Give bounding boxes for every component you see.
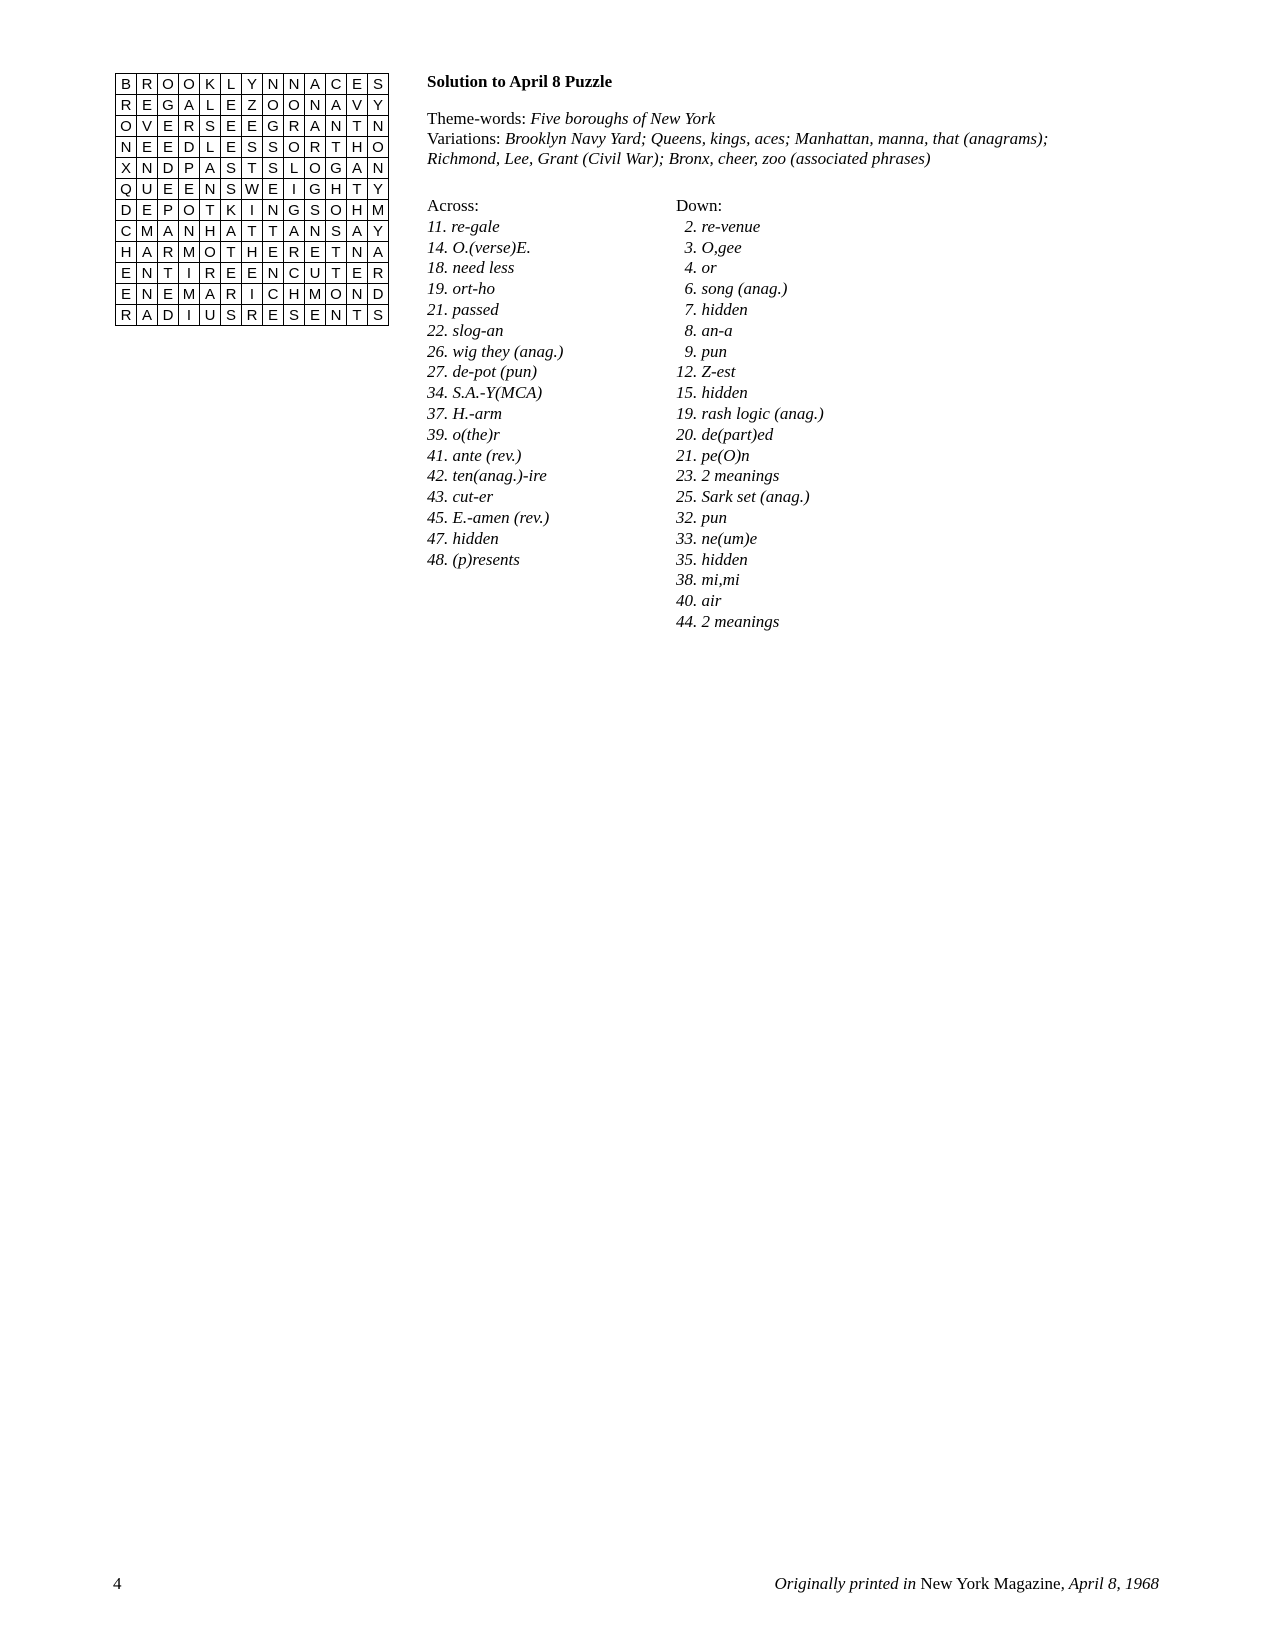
grid-cell: Q <box>116 179 137 200</box>
grid-cell: T <box>326 137 347 158</box>
grid-cell: N <box>263 200 284 221</box>
grid-cell: U <box>200 305 221 326</box>
grid-cell: L <box>200 95 221 116</box>
grid-cell: N <box>137 263 158 284</box>
grid-cell: R <box>116 95 137 116</box>
across-clue: 34. S.A.-Y(MCA) <box>427 383 543 403</box>
grid-cell: I <box>242 200 263 221</box>
down-clue: 8. an-a <box>676 320 733 340</box>
grid-cell: Y <box>242 74 263 95</box>
grid-cell: G <box>326 158 347 179</box>
grid-cell: S <box>368 305 389 326</box>
grid-cell: D <box>116 200 137 221</box>
grid-cell: E <box>116 284 137 305</box>
grid-cell: R <box>179 116 200 137</box>
grid-cell: T <box>326 263 347 284</box>
grid-cell: N <box>263 74 284 95</box>
grid-cell: M <box>137 221 158 242</box>
grid-cell: V <box>137 116 158 137</box>
grid-cell: I <box>242 284 263 305</box>
grid-cell: T <box>200 200 221 221</box>
grid-cell: N <box>116 137 137 158</box>
grid-cell: N <box>137 158 158 179</box>
grid-cell: R <box>200 263 221 284</box>
credit-line <box>774 1574 1159 1594</box>
grid-cell: E <box>347 74 368 95</box>
grid-cell: S <box>200 116 221 137</box>
down-clue: 23. 2 meanings <box>676 466 780 486</box>
across-clue: 41. ante (rev.) <box>427 445 522 465</box>
grid-cell: N <box>347 242 368 263</box>
grid-cell: N <box>326 116 347 137</box>
down-clue: 21. pe(O)n <box>676 445 750 465</box>
grid-cell: A <box>305 116 326 137</box>
grid-cell: O <box>116 116 137 137</box>
grid-cell: P <box>158 200 179 221</box>
grid-cell: H <box>347 137 368 158</box>
crossword-grid <box>115 73 389 326</box>
grid-cell: H <box>284 284 305 305</box>
grid-cell: W <box>242 179 263 200</box>
grid-cell: M <box>305 284 326 305</box>
grid-cell: E <box>116 263 137 284</box>
down-heading: Down: <box>676 196 723 215</box>
grid-cell: R <box>284 242 305 263</box>
grid-cell: T <box>347 116 368 137</box>
down-clue: 2. re-venue <box>676 216 761 236</box>
theme-value: Five boroughs of New York <box>530 109 716 128</box>
across-list <box>427 217 563 571</box>
grid-cell: E <box>347 263 368 284</box>
grid-cell: T <box>347 305 368 326</box>
down-clue: 4. or <box>676 258 717 278</box>
across-clue: 14. O.(verse)E. <box>427 237 531 257</box>
across-clue: 26. wig they (anag.) <box>427 341 564 361</box>
grid-cell: E <box>221 116 242 137</box>
grid-cell: B <box>116 74 137 95</box>
grid-cell: M <box>179 284 200 305</box>
across-clue: 18. need less <box>427 258 515 278</box>
grid-cell: T <box>326 242 347 263</box>
grid-cell: E <box>263 242 284 263</box>
grid-cell: O <box>368 137 389 158</box>
grid-cell: O <box>179 74 200 95</box>
across-clue: 11. re-gale <box>427 216 500 236</box>
grid-cell: V <box>347 95 368 116</box>
grid-cell: O <box>200 242 221 263</box>
grid-cell: E <box>263 305 284 326</box>
grid-cell: H <box>347 200 368 221</box>
grid-cell: R <box>137 74 158 95</box>
grid-cell: Z <box>242 95 263 116</box>
grid-cell: G <box>284 200 305 221</box>
grid-cell: E <box>242 263 263 284</box>
across-clue: 27. de-pot (pun) <box>427 362 538 382</box>
grid-cell: Y <box>368 95 389 116</box>
grid-cell: U <box>137 179 158 200</box>
grid-cell: E <box>221 95 242 116</box>
across-clue: 21. passed <box>427 299 499 319</box>
grid-cell: I <box>179 263 200 284</box>
page-title: Solution to April 8 Puzzle <box>427 72 613 91</box>
grid-cell: S <box>263 137 284 158</box>
down-clue: 44. 2 meanings <box>676 611 780 631</box>
grid-cell: E <box>242 116 263 137</box>
across-clue: 39. o(the)r <box>427 424 500 444</box>
grid-cell: S <box>305 200 326 221</box>
grid-cell: A <box>347 221 368 242</box>
grid-cell: O <box>305 158 326 179</box>
grid-cell: A <box>284 221 305 242</box>
grid-cell: T <box>158 263 179 284</box>
across-clue: 47. hidden <box>427 528 499 548</box>
across-clues <box>427 196 563 570</box>
grid-cell: N <box>200 179 221 200</box>
grid-cell: M <box>368 200 389 221</box>
grid-cell: R <box>116 305 137 326</box>
grid-cell: U <box>305 263 326 284</box>
down-clue: 33. ne(um)e <box>676 528 758 548</box>
grid-cell: N <box>326 305 347 326</box>
grid-cell: E <box>263 179 284 200</box>
across-clue: 48. (p)resents <box>427 549 520 569</box>
grid-cell: Y <box>368 179 389 200</box>
grid-cell: O <box>179 200 200 221</box>
grid-cell: R <box>221 284 242 305</box>
grid-cell: H <box>116 242 137 263</box>
grid-cell: E <box>221 137 242 158</box>
grid-cell: I <box>284 179 305 200</box>
grid-cell: S <box>326 221 347 242</box>
down-clues <box>676 196 824 633</box>
grid-cell: S <box>221 158 242 179</box>
grid-cell: A <box>137 305 158 326</box>
grid-cell: C <box>263 284 284 305</box>
grid-cell: C <box>326 74 347 95</box>
grid-cell: H <box>200 221 221 242</box>
grid-cell: N <box>263 263 284 284</box>
grid-cell: T <box>242 221 263 242</box>
variations-line-2 <box>427 149 930 169</box>
variations-line2: Richmond, Lee, Grant (Civil War); Bronx, cheer, zoo (associated phrases) <box>427 149 931 168</box>
grid-cell: L <box>200 137 221 158</box>
grid-cell: E <box>158 137 179 158</box>
grid-cell: R <box>242 305 263 326</box>
grid-cell: N <box>305 95 326 116</box>
grid-cell: G <box>158 95 179 116</box>
grid-cell: R <box>284 116 305 137</box>
down-clue: 12. Z-est <box>676 362 736 382</box>
grid-cell: E <box>137 95 158 116</box>
down-list <box>676 217 824 633</box>
grid-cell: S <box>242 137 263 158</box>
credit-date: , April 8, 1968 <box>1060 1574 1159 1593</box>
across-clue: 45. E.-amen (rev.) <box>427 507 550 527</box>
grid-cell: P <box>179 158 200 179</box>
variations-line1: Brooklyn Navy Yard; Queens, kings, aces; Manhattan, manna, that (anagrams); <box>504 129 1049 148</box>
grid-cell: A <box>368 242 389 263</box>
theme-label: Theme-words: <box>427 109 531 128</box>
down-clue: 9. pun <box>676 341 727 361</box>
grid-cell: K <box>200 74 221 95</box>
grid-cell: A <box>200 284 221 305</box>
grid-cell: S <box>284 305 305 326</box>
grid-cell: Y <box>368 221 389 242</box>
grid-cell: R <box>368 263 389 284</box>
grid-cell: D <box>158 158 179 179</box>
grid-cell: S <box>368 74 389 95</box>
grid-cell: E <box>179 179 200 200</box>
credit-source: New York Magazine <box>920 1574 1061 1593</box>
grid-cell: G <box>263 116 284 137</box>
grid-cell: S <box>221 305 242 326</box>
grid-cell: O <box>284 137 305 158</box>
grid-cell: N <box>368 116 389 137</box>
grid-cell: C <box>284 263 305 284</box>
grid-cell: N <box>179 221 200 242</box>
grid-cell: H <box>242 242 263 263</box>
down-clue: 3. O,gee <box>676 237 742 257</box>
grid-cell: A <box>200 158 221 179</box>
grid-cell: X <box>116 158 137 179</box>
grid-cell: R <box>305 137 326 158</box>
grid-cell: A <box>158 221 179 242</box>
theme-line <box>427 109 715 129</box>
across-clue: 42. ten(anag.)-ire <box>427 466 547 486</box>
grid-cell: N <box>284 74 305 95</box>
grid-cell: O <box>326 284 347 305</box>
grid-cell: T <box>347 179 368 200</box>
grid-cell: S <box>263 158 284 179</box>
grid-cell: D <box>179 137 200 158</box>
across-clue: 22. slog-an <box>427 320 504 340</box>
grid-cell: E <box>158 116 179 137</box>
grid-cell: C <box>116 221 137 242</box>
down-clue: 6. song (anag.) <box>676 279 788 299</box>
grid-cell: A <box>326 95 347 116</box>
grid-cell: A <box>347 158 368 179</box>
grid-cell: E <box>221 263 242 284</box>
grid-cell: H <box>326 179 347 200</box>
grid-cell: O <box>158 74 179 95</box>
grid-cell: T <box>263 221 284 242</box>
credit-prefix: Originally printed in <box>774 1574 921 1593</box>
page-number: 4 <box>113 1574 122 1593</box>
grid-cell: E <box>158 284 179 305</box>
grid-cell: E <box>305 305 326 326</box>
grid-cell: R <box>158 242 179 263</box>
grid-cell: L <box>284 158 305 179</box>
down-clue: 40. air <box>676 591 722 611</box>
down-clue: 32. pun <box>676 507 727 527</box>
down-clue: 7. hidden <box>676 299 748 319</box>
across-heading: Across: <box>427 196 479 215</box>
grid-cell: O <box>326 200 347 221</box>
grid-cell: E <box>305 242 326 263</box>
grid-cell: E <box>137 200 158 221</box>
down-clue: 35. hidden <box>676 549 748 569</box>
down-clue: 15. hidden <box>676 383 748 403</box>
down-clue: 25. Sark set (anag.) <box>676 487 810 507</box>
grid-cell: I <box>179 305 200 326</box>
grid-cell: A <box>305 74 326 95</box>
down-clue: 19. rash logic (anag.) <box>676 403 824 423</box>
grid-cell: L <box>221 74 242 95</box>
grid-cell: T <box>221 242 242 263</box>
grid-cell: D <box>158 305 179 326</box>
across-clue: 37. H.-arm <box>427 403 503 423</box>
down-clue: 38. mi,mi <box>676 570 740 590</box>
grid-cell: N <box>305 221 326 242</box>
grid-cell: D <box>368 284 389 305</box>
down-clue: 20. de(part)ed <box>676 424 774 444</box>
across-clue: 19. ort-ho <box>427 279 495 299</box>
variations-line <box>427 129 1048 149</box>
variations-label: Variations: <box>427 129 505 148</box>
grid-cell: N <box>347 284 368 305</box>
grid-cell: T <box>242 158 263 179</box>
grid-cell: O <box>263 95 284 116</box>
grid-cell: A <box>221 221 242 242</box>
grid-cell: A <box>179 95 200 116</box>
grid-cell: O <box>284 95 305 116</box>
grid-cell: E <box>158 179 179 200</box>
grid-cell: E <box>137 137 158 158</box>
grid-cell: K <box>221 200 242 221</box>
grid-cell: N <box>137 284 158 305</box>
grid-cell: S <box>221 179 242 200</box>
across-clue: 43. cut-er <box>427 487 494 507</box>
grid-cell: M <box>179 242 200 263</box>
grid-cell: N <box>368 158 389 179</box>
grid-cell: G <box>305 179 326 200</box>
grid-cell: A <box>137 242 158 263</box>
